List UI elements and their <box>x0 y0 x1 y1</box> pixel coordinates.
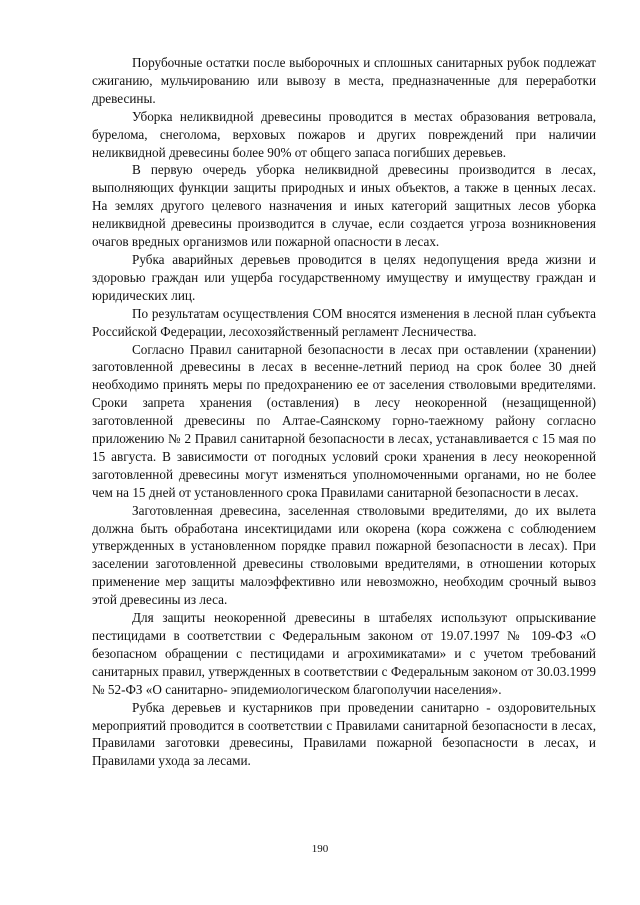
document-body <box>92 54 596 770</box>
paragraph-pesticide-spraying: Для защиты неокоренной древесины в штабелях используют опрыскивание пестицидами в соответствии с Федеральным законом от 19.07.1997 № 109-ФЗ «О безопасном обращении с пестицидами и агрохимикатами» и с учетом требований санитарных правил, утвержденных в соответствии с Федеральным законом от 30.03.1999 № 52-ФЗ «О санитарно- эпидемиологическом благополучии населения». <box>92 610 596 697</box>
paragraph-illiquid-wood-cleanup: Уборка неликвидной древесины проводится в местах образования ветровала, бурелома, снеголома, верховых пожаров и других повреждений при наличии неликвидной древесины более 90% от общего запаса погибших деревьев. <box>92 108 596 160</box>
paragraph-wood-storage-rules: Согласно Правил санитарной безопасности в лесах при оставлении (хранении) заготовленной древесины в лесах в весенне-летний период на срок более 30 дней необходимо принять меры по предохранению ее от заселения стволовыми вредителями. Сроки запрета хранения (оставления) в лесу неокоренной (незащищенной) заготовленной древесины по Алтае-Саянскому горно-таежному району согласно приложению № 2 Правил санитарной безопасности в лесах, устанавливается с 15 мая по 15 августа. В зависимости от погодных условий сроки хранения в лесу неокоренной заготовленной древесины могут изменяться уполномоченными органами, но не более чем на 15 дней от установленного срока Правилами санитарной безопасности в лесах. <box>92 341 596 500</box>
paragraph-priority-cleanup: В первую очередь уборка неликвидной древесины производится в лесах, выполняющих функции защиты природных и иных объектов, а также в ценных лесах. На землях другого целевого назначения и иных категорий защитных лесов уборка неликвидной древесины производится в случае, если создается угроза возникновения очагов вредных организмов или пожарной опасности в лесах. <box>92 162 596 250</box>
paragraph-logging-residues: Порубочные остатки после выборочных и сплошных санитарных рубок подлежат сжиганию, мульчированию или вывозу в места, предназначенные для переработки древесины. <box>92 55 596 106</box>
paragraph-sanitary-felling-rules: Рубка деревьев и кустарников при проведении санитарно - оздоровительных мероприятий проводится в соответствии с Правилами санитарной безопасности в лесах, Правилами заготовки древесины, Правилами пожарной безопасности в лесах, и Правилами ухода за лесами. <box>92 699 596 769</box>
page-number: 190 <box>311 843 329 855</box>
paragraph-hazard-tree-felling: Рубка аварийных деревьев проводится в целях недопущения вреда жизни и здоровью граждан или ущерба государственному имуществу и имуществу граждан и юридических лиц. <box>92 251 596 303</box>
paragraph-forest-plan-changes: По результатам осуществления СОМ вносятся изменения в лесной план субъекта Российской Федерации, лесохозяйственный регламент Лесничества. <box>92 305 596 339</box>
paragraph-infested-wood-treatment: Заготовленная древесина, заселенная стволовыми вредителями, до их вылета должна быть обработана инсектицидами или окорена (кора сожжена с соблюдением утвержденных в установленном порядке правил пожарной безопасности в лесах). При заселении заготовленной древесины стволовыми вредителями, в отношении которых применение мер защиты малоэффективно или невозможно, необходим срочный вывоз этой древесины из леса. <box>92 502 596 608</box>
